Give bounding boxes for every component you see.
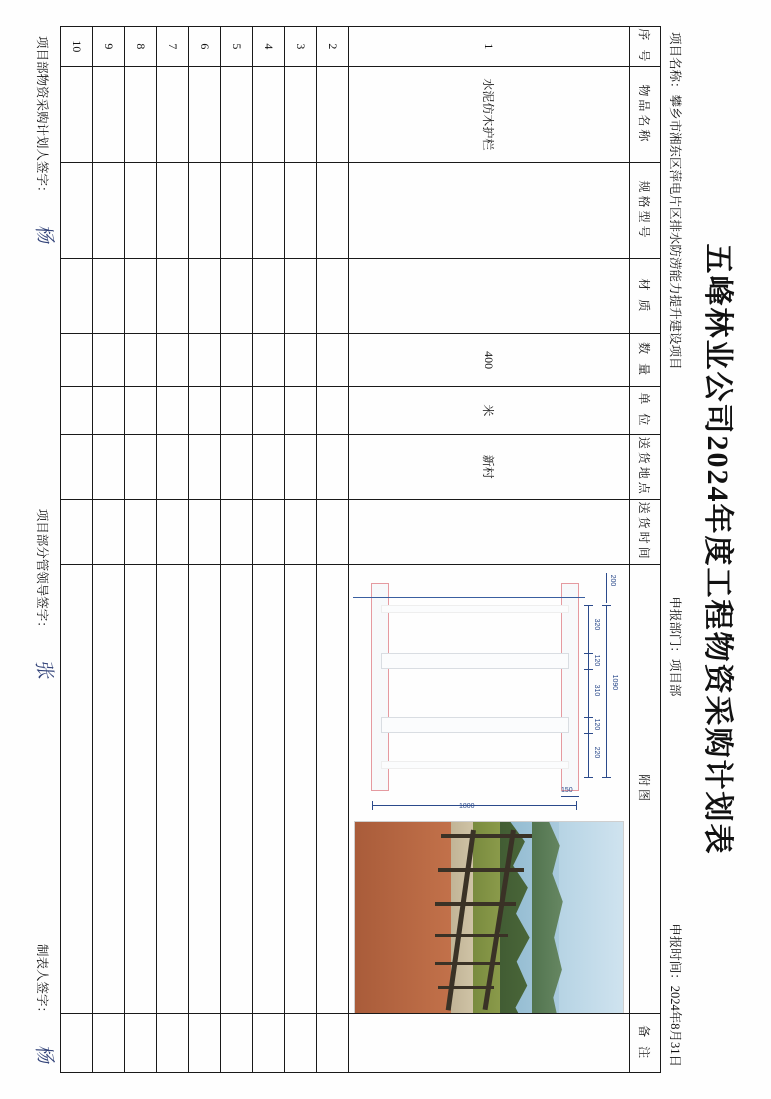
cell-qty xyxy=(61,334,93,386)
cell-qty xyxy=(253,334,285,386)
cell-name xyxy=(157,66,189,162)
cell-unit xyxy=(189,386,221,434)
dim-seg-320: 320 xyxy=(593,618,600,631)
cell-place xyxy=(253,434,285,499)
cell-remark xyxy=(157,1014,189,1073)
dim-rail-thickness: 150 xyxy=(561,786,573,794)
cell-time xyxy=(349,499,630,564)
signature-preparer xyxy=(31,943,56,1066)
cell-material xyxy=(189,259,221,334)
cell-unit xyxy=(221,386,253,434)
cell-material xyxy=(157,259,189,334)
document-meta xyxy=(661,26,685,1073)
cell-unit xyxy=(285,386,317,434)
cell-remark xyxy=(317,1014,349,1073)
table-row xyxy=(221,27,253,1073)
col-header-remark: 备 注 xyxy=(630,1014,661,1073)
table-row xyxy=(349,27,630,1073)
cell-time xyxy=(317,499,349,564)
cell-unit xyxy=(61,386,93,434)
col-header-name: 物品名称 xyxy=(630,66,661,162)
dim-seg-120-right: 120 xyxy=(593,718,600,731)
table-row xyxy=(157,27,189,1073)
cell-figure xyxy=(285,564,317,1014)
cell-qty xyxy=(221,334,253,386)
cell-qty xyxy=(285,334,317,386)
cell-remark xyxy=(253,1014,285,1073)
procurement-table xyxy=(60,26,661,1073)
cell-unit: 米 xyxy=(349,386,630,434)
cell-figure xyxy=(125,564,157,1014)
cell-spec xyxy=(189,162,221,258)
dim-height: 1800 xyxy=(459,802,475,810)
col-header-spec: 规格型号 xyxy=(630,162,661,258)
cell-spec xyxy=(221,162,253,258)
cell-spec xyxy=(285,162,317,258)
cell-time xyxy=(285,499,317,564)
cell-time xyxy=(253,499,285,564)
cell-name xyxy=(253,66,285,162)
cell-time xyxy=(189,499,221,564)
cell-no: 9 xyxy=(93,27,125,67)
cell-place xyxy=(221,434,253,499)
dim-seg-120-left: 120 xyxy=(593,654,600,667)
meta-declare-date: 申报时间：2024年8月31日 xyxy=(668,923,682,1067)
cell-name xyxy=(189,66,221,162)
table-row xyxy=(253,27,285,1073)
cell-place xyxy=(189,434,221,499)
cell-figure xyxy=(221,564,253,1014)
cell-time xyxy=(93,499,125,564)
cell-remark xyxy=(125,1014,157,1073)
cell-spec xyxy=(253,162,285,258)
cell-no: 3 xyxy=(285,27,317,67)
table-row xyxy=(285,27,317,1073)
cell-qty: 400 xyxy=(349,334,630,386)
cell-figure xyxy=(93,564,125,1014)
cell-no: 7 xyxy=(157,27,189,67)
signature-preparer-mark: 杨 xyxy=(31,1042,56,1066)
signature-planner-label: 项目部物资采购计划人签字： xyxy=(35,36,49,199)
cell-remark xyxy=(61,1014,93,1073)
cell-no: 6 xyxy=(189,27,221,67)
cell-spec xyxy=(61,162,93,258)
cell-time xyxy=(221,499,253,564)
cell-remark xyxy=(93,1014,125,1073)
cell-material xyxy=(93,259,125,334)
cell-name xyxy=(93,66,125,162)
cell-name xyxy=(61,66,93,162)
cell-no: 8 xyxy=(125,27,157,67)
meta-project-name: 项目名称：攀乡市湘东区萍电片区排水防涝能力提升建设项目 xyxy=(668,32,682,370)
cell-place xyxy=(61,434,93,499)
col-header-figure: 附图 xyxy=(630,564,661,1014)
col-header-material: 材 质 xyxy=(630,259,661,334)
cell-figure xyxy=(317,564,349,1014)
cell-material xyxy=(317,259,349,334)
cell-unit xyxy=(125,386,157,434)
cell-qty xyxy=(157,334,189,386)
cell-spec xyxy=(317,162,349,258)
table-row xyxy=(317,27,349,1073)
table-row xyxy=(93,27,125,1073)
cell-figure xyxy=(189,564,221,1014)
meta-declare-dept: 申报部门：项目部 xyxy=(668,596,682,697)
cell-figure xyxy=(157,564,189,1014)
cell-qty xyxy=(93,334,125,386)
cell-unit xyxy=(317,386,349,434)
cell-place: 新村 xyxy=(349,434,630,499)
cell-spec xyxy=(349,162,630,258)
dim-seg-220: 220 xyxy=(593,746,600,759)
col-header-qty: 数 量 xyxy=(630,334,661,386)
cell-place xyxy=(157,434,189,499)
cell-spec xyxy=(157,162,189,258)
cell-unit xyxy=(253,386,285,434)
cell-name: 水泥仿木护栏 xyxy=(349,66,630,162)
cell-material xyxy=(125,259,157,334)
cell-time xyxy=(61,499,93,564)
cell-time xyxy=(125,499,157,564)
col-header-time: 送货时间 xyxy=(630,499,661,564)
cell-material xyxy=(349,259,630,334)
cell-figure xyxy=(61,564,93,1014)
cell-no: 1 xyxy=(349,27,630,67)
cell-material xyxy=(221,259,253,334)
signature-row xyxy=(31,26,60,1073)
cell-no: 5 xyxy=(221,27,253,67)
cell-spec xyxy=(93,162,125,258)
cell-remark xyxy=(349,1014,630,1073)
cell-figure xyxy=(349,564,630,1014)
table-row xyxy=(61,27,93,1073)
cell-spec xyxy=(125,162,157,258)
fence-technical-drawing xyxy=(349,565,629,815)
cell-name xyxy=(221,66,253,162)
table-header-row xyxy=(630,27,661,1073)
col-header-place: 送货地点 xyxy=(630,434,661,499)
cell-time xyxy=(157,499,189,564)
cell-no: 10 xyxy=(61,27,93,67)
cell-material xyxy=(61,259,93,334)
cell-place xyxy=(125,434,157,499)
dim-left-overhang: 200 xyxy=(609,574,616,587)
signature-planner-mark: 杨 xyxy=(31,222,56,245)
cell-qty xyxy=(317,334,349,386)
cell-name xyxy=(125,66,157,162)
signature-leader-mark: 张 xyxy=(31,657,56,680)
signature-leader xyxy=(31,508,56,680)
col-header-no: 序 号 xyxy=(630,27,661,67)
page-title: 五峰林业公司2024年度工程物资采购计划表 xyxy=(701,243,734,856)
dim-seg-310: 310 xyxy=(593,684,600,697)
cell-qty xyxy=(125,334,157,386)
cell-place xyxy=(285,434,317,499)
cell-figure xyxy=(253,564,285,1014)
table-row xyxy=(125,27,157,1073)
cell-place xyxy=(317,434,349,499)
cell-no: 2 xyxy=(317,27,349,67)
signature-leader-label: 项目部分管领导签字： xyxy=(35,508,49,634)
cell-material xyxy=(285,259,317,334)
cell-no: 4 xyxy=(253,27,285,67)
cell-name xyxy=(285,66,317,162)
cell-qty xyxy=(189,334,221,386)
fence-site-photo xyxy=(354,821,624,1014)
col-header-unit: 单 位 xyxy=(630,386,661,434)
dim-overall-width: 1090 xyxy=(611,674,618,691)
signature-preparer-label: 制表人签字： xyxy=(35,943,49,1019)
cell-unit xyxy=(157,386,189,434)
cell-remark xyxy=(189,1014,221,1073)
cell-material xyxy=(253,259,285,334)
cell-name xyxy=(317,66,349,162)
cell-place xyxy=(93,434,125,499)
table-row xyxy=(189,27,221,1073)
cell-remark xyxy=(285,1014,317,1073)
signature-planner xyxy=(31,36,56,245)
cell-remark xyxy=(221,1014,253,1073)
cell-unit xyxy=(93,386,125,434)
